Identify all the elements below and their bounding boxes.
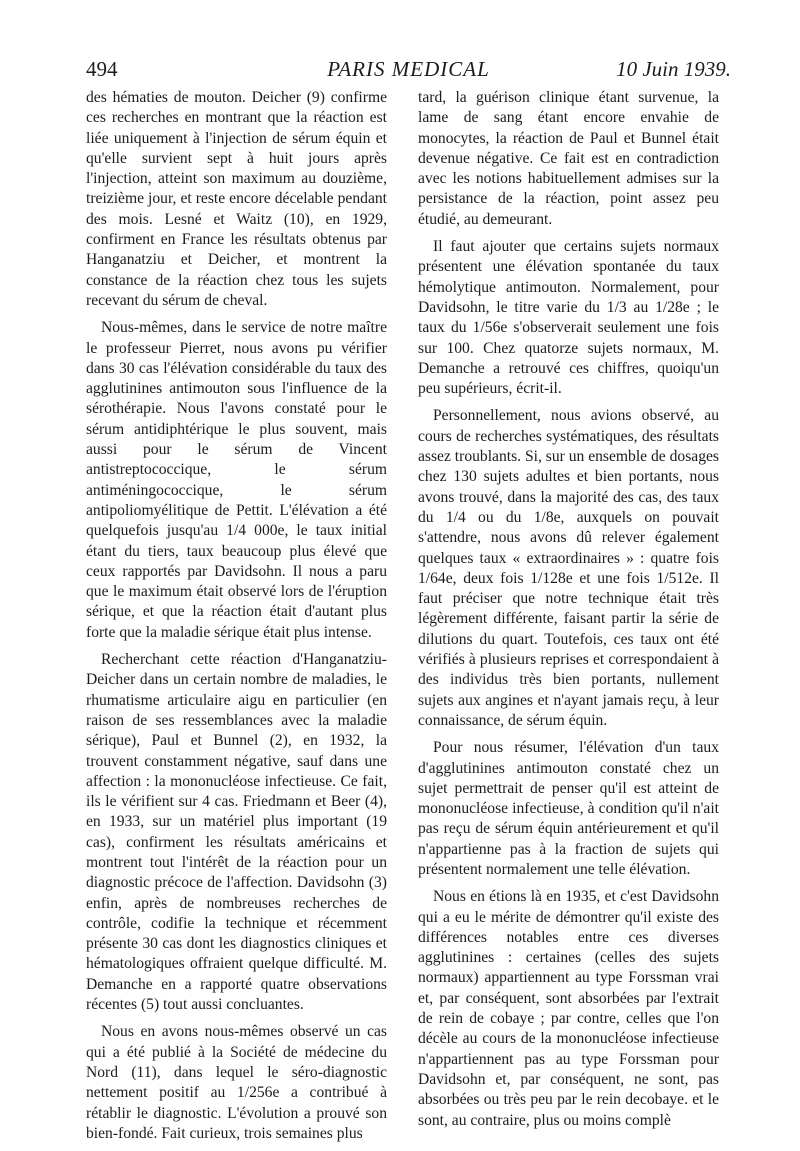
paragraph: Recherchant cette réaction d'Hanganatziu-Deicher dans un certain nombre de maladies, le rhumatisme articulaire aigu en particulier (en raison de ses ressemblances avec la maladie sérique), Paul et Bunnel (2), en 1932, la trouvent constamment négative, sauf dans une affection : la mononucléose infectieuse. Ce fait, ils le vérifient sur 4 cas. Friedmann et Beer (4), en 1933, sur un matériel plus important (19 cas), confirment les résultats américains et montrent tout l'intérêt de la réaction pour un diagnostic précoce de l'affection. Davidsohn (3) enfin, après de nombreuses recherches de contrôle, codifie la technique et récemment présente 30 cas dont les diagnostics cliniques et hématologiques offraient quelque difficulté. M. Demanche en a rapporté quatre observations récentes (5) tout aussi concluantes. [86,651,387,1014]
right-column [418,88,719,1138]
paragraph: tard, la guérison clinique étant survenue, la lame de sang étant encore envahie de monocytes, la réaction de Paul et Bunnel était devenue négative. Ce fait est en contradiction avec les notions habituellement admises sur la persistance de la réaction, point assez peu étudié, au demeurant. [418,89,719,228]
left-column [86,88,387,1151]
paragraph: Pour nous résumer, l'élévation d'un taux d'agglutinines antimouton constaté chez un sujet permettrait de penser qu'il est atteint de mononucléose infectieuse, à condition qu'il n'ait pas reçu de sérum équin antérieurement et qu'il n'appartienne pas à la fraction de sujets qui présentent normalement une telle élévation. [418,739,719,878]
paragraph: Nous en étions là en 1935, et c'est Davidsohn qui a eu le mérite de démontrer qu'il existe des différences notables entre ces diverses agglutinines : certaines (celles des sujets normaux) appartiennent au type Forssman vrai et, par conséquent, sont absorbées par l'extrait de rein de cobaye ; par contre, celles que l'on décèle au cours de la mononucléose infectieuse n'appartiennent pas au type Forssman pour Davidsohn et, par conséquent, ne sont, pas absorbées ou très peu par le rein decobaye. et le sont, au contraire, plus ou moins complè [418,888,719,1129]
running-header [86,56,731,82]
paragraph: Il faut ajouter que certains sujets normaux présentent une élévation spontanée du taux hémolytique antimouton. Normalement, pour Davidsohn, le titre varie du 1/3 au 1/28e ; le taux du 1/56e s'observerait seulement une fois sur 100. Chez quatorze sujets normaux, M. Demanche a retrouvé ces chiffres, quoiqu'un peu supérieurs, écrit-il. [418,238,719,398]
paragraph: Nous-mêmes, dans le service de notre maître le professeur Pierret, nous avons pu vérifier dans 30 cas l'élévation considérable du taux des agglutinines antimouton sous l'influence de la sérothérapie. Nous l'avons constaté pour le sérum antidiphtérique le plus souvent, mais aussi pour le sérum de Vincent antistreptococcique, le sérum antiméningococcique, le sérum antipoliomyélitique de Pettit. L'élévation a été quelquefois jusqu'au 1/4 000e, le taux initial étant du tiers, taux beaucoup plus élevé que ceux rapportés par Davidsohn. Il nous a paru que le maximum était observé lors de l'éruption sérique, et que la réaction était d'autant plus forte que la maladie sérique était plus intense. [86,319,387,641]
journal-title: PARIS MEDICAL [327,57,490,81]
paragraph: des hématies de mouton. Deicher (9) confirme ces recherches en montrant que la réaction est liée uniquement à l'injection de sérum équin et qu'elle survient sept à huit jours après l'injection, atteint son maximum au douzième, treizième jour, et reste encore décelable pendant des mois. Lesné et Waitz (10), en 1929, confirment en France les résultats obtenus par Hanganatziu et Deicher, et montrent la constance de la réaction chez tous les sujets recevant du sérum de cheval. [86,89,387,309]
issue-date: 10 Juin 1939. [616,57,731,81]
paragraph: Nous en avons nous-mêmes observé un cas qui a été publié à la Société de médecine du Nord (11), dans lequel le séro-diagnostic nettement positif au 1/256e a contribué à rétablir le diagnostic. L'évolution a prouvé son bien-fondé. Fait curieux, trois semaines plus [86,1023,387,1142]
paragraph: Personnellement, nous avions observé, au cours de recherches systématiques, des résultats assez troublants. Si, sur un ensemble de dosages chez 130 sujets adultes et bien portants, nous avons trouvé, dans la majorité des cas, des taux du 1/4 ou du 1/8e, auxquels on pouvait s'attendre, nous avons dû relever également quelques taux « extraordinaires » : quatre fois 1/64e, deux fois 1/128e et une fois 1/512e. Il faut préciser que notre technique était très légèrement différente, faisant partir la série de dilutions du quart. Toutefois, ces taux ont été vérifiés à plusieurs reprises et correspondaient à des individus très bien portants, nullement sujets aux angines et n'ayant jamais reçu, à leur connaissance, de sérum équin. [418,407,719,729]
page-number: 494 [86,57,118,81]
